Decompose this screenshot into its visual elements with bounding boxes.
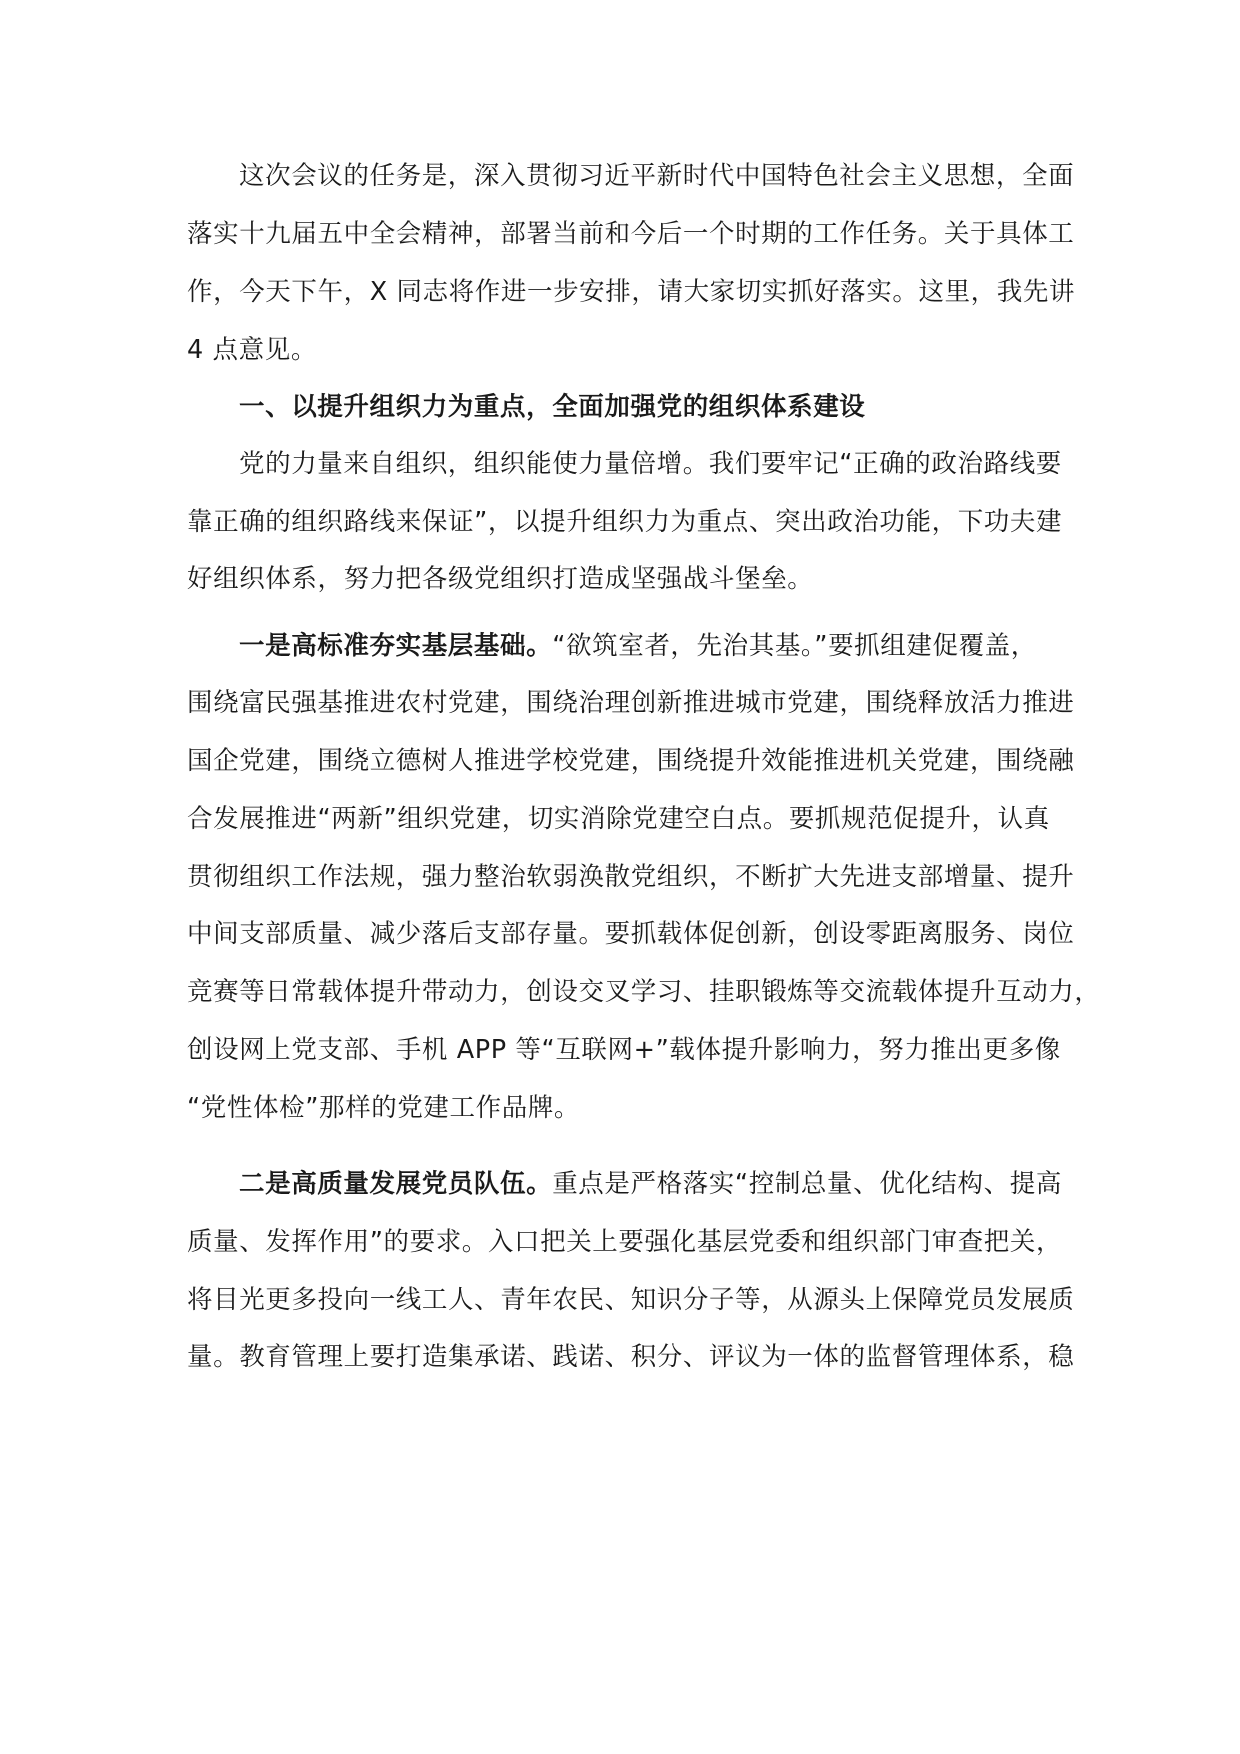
paragraph-line: 4 点意见。	[187, 335, 317, 365]
paragraph-text: 重点是严格落实“控制总量、优化结构、提高	[552, 1169, 1062, 1199]
paragraph-line: 质量、发挥作用”的要求。入口把关上要强化基层党委和组织部门审查把关，	[187, 1227, 1063, 1257]
paragraph-line: 国企党建，围绕立德树人推进学校党建，围绕提升效能推进机关党建，围绕融	[187, 746, 1075, 776]
paragraph-line: 量。教育管理上要打造集承诺、践诺、积分、评议为一体的监督管理体系，稳	[187, 1342, 1075, 1372]
lead-phrase: 二是高质量发展党员队伍。	[239, 1169, 553, 1199]
paragraph-line: 作，今天下午，X 同志将作进一步安排，请大家切实抓好落实。这里，我先讲	[187, 277, 1076, 307]
paragraph-text: “欲筑室者，先治其基。”要抓组建促覆盖，	[552, 631, 1037, 661]
paragraph-line: 落实十九届五中全会精神，部署当前和今后一个时期的工作任务。关于具体工	[187, 219, 1075, 249]
paragraph-line: 这次会议的任务是，深入贯彻习近平新时代中国特色社会主义思想，全面	[239, 161, 1075, 191]
paragraph-line: 将目光更多投向一线工人、青年农民、知识分子等，从源头上保障党员发展质	[187, 1285, 1075, 1315]
paragraph-line: 靠正确的组织路线来保证”，以提升组织力为重点、突出政治功能，下功夫建	[187, 507, 1063, 537]
paragraph-line	[239, 1164, 1067, 1204]
paragraph-line: 好组织体系，努力把各级党组织打造成坚强战斗堡垒。	[187, 564, 814, 594]
paragraph-line: 党的力量来自组织，组织能使力量倍增。我们要牢记“正确的政治路线要	[239, 449, 1062, 479]
paragraph-line	[239, 626, 1067, 666]
paragraph-line: 创设网上党支部、手机 APP 等“互联网+”载体提升影响力，努力推出更多像	[187, 1035, 1061, 1065]
paragraph-line: 竞赛等日常载体提升带动力，创设交叉学习、挂职锻炼等交流载体提升互动力，	[187, 977, 1101, 1007]
paragraph-line: “党性体检”那样的党建工作品牌。	[187, 1093, 581, 1123]
paragraph-line: 合发展推进“两新”组织党建，切实消除党建空白点。要抓规范促提升，认真	[187, 804, 1050, 834]
paragraph-line: 围绕富民强基推进农村党建，围绕治理创新推进城市党建，围绕释放活力推进	[187, 688, 1075, 718]
lead-phrase: 一是高标准夯实基层基础。	[239, 631, 553, 661]
section-heading: 一、以提升组织力为重点，全面加强党的组织体系建设	[239, 392, 866, 422]
paragraph-line: 贯彻组织工作法规，强力整治软弱涣散党组织，不断扩大先进支部增量、提升	[187, 862, 1075, 892]
paragraph-line: 中间支部质量、减少落后支部存量。要抓载体促创新，创设零距离服务、岗位	[187, 919, 1075, 949]
